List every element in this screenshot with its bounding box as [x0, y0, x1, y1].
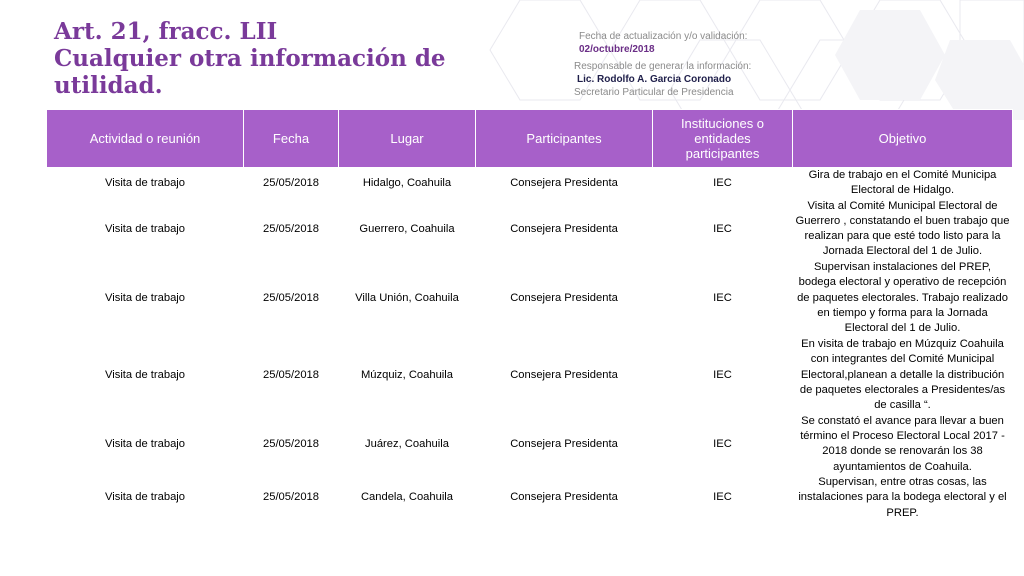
- page-title: [54, 18, 474, 99]
- cell-objetivo: Visita al Comité Municipal Electoral de Guerrero , constatando el buen trabajo que realizan para que esté todo listo para la Jornada Electoral del 1 de Julio.: [795, 199, 1010, 258]
- cell-actividad: Visita de trabajo: [104, 491, 186, 504]
- cell-objetivo: Supervisan, entre otras cosas, las instalaciones para la bodega electoral y el PREP.: [798, 476, 1007, 519]
- column-header-actividad: Actividad o reunión: [47, 110, 244, 168]
- cell-fecha: 25/05/2018: [263, 368, 319, 381]
- cell-actividad: Visita de trabajo: [104, 176, 186, 189]
- cell-objetivo: Gira de trabajo en el Comité Municipa Electoral de Hidalgo.: [808, 169, 997, 197]
- activities-table: [46, 109, 1013, 521]
- responsible-info: [574, 60, 751, 99]
- cell-participantes: Consejera Presidenta: [510, 222, 618, 235]
- responsible-position: Secretario Particular de Presidencia: [574, 87, 734, 98]
- cell-fecha: 25/05/2018: [263, 491, 319, 504]
- column-header-participantes: Participantes: [476, 110, 653, 168]
- column-header-objetivo: Objetivo: [793, 110, 1013, 168]
- cell-participantes: Consejera Presidenta: [510, 491, 618, 504]
- cell-actividad: Visita de trabajo: [104, 437, 186, 450]
- cell-lugar: Hidalgo, Coahuila: [362, 176, 452, 189]
- cell-lugar: Villa Unión, Coahuila: [355, 291, 459, 304]
- cell-lugar: Candela, Coahuila: [360, 491, 454, 504]
- cell-objetivo: Supervisan instalaciones del PREP, bodega electoral y operativo de recepción de paquetes electorales. Trabajo realizado en tiempo y forma para la Jornada Electoral del 1 de Julio.: [797, 261, 1008, 335]
- column-header-instituciones: Instituciones o entidades participantes: [653, 110, 793, 168]
- update-label: Fecha de actualización y/o validación:: [579, 31, 748, 42]
- cell-instituciones: IEC: [713, 491, 732, 504]
- update-date: 02/octubre/2018: [579, 44, 655, 55]
- responsible-name: Lic. Rodolfo A. Garcia Coronado: [577, 74, 732, 85]
- cell-lugar: Guerrero, Coahuila: [359, 222, 455, 235]
- table-row: [47, 475, 1013, 521]
- table-row: [47, 199, 1013, 260]
- cell-instituciones: IEC: [713, 291, 732, 304]
- cell-actividad: Visita de trabajo: [104, 222, 186, 235]
- cell-lugar: Múzquiz, Coahuila: [360, 368, 454, 381]
- column-header-lugar: Lugar: [339, 110, 476, 168]
- cell-actividad: Visita de trabajo: [104, 291, 186, 304]
- cell-fecha: 25/05/2018: [263, 176, 319, 189]
- cell-objetivo: Se constató el avance para llevar a buen término el Proceso Electoral Local 2017 - 2018 donde se renovarán los 38 ayuntamientos de Coahuila.: [800, 414, 1005, 473]
- title-line: Cualquier otra información de: [54, 45, 446, 72]
- cell-fecha: 25/05/2018: [263, 291, 319, 304]
- cell-participantes: Consejera Presidenta: [510, 291, 618, 304]
- table-header-row: [47, 110, 1013, 168]
- title-line: Art. 21, fracc. LII: [54, 18, 278, 45]
- cell-instituciones: IEC: [713, 176, 732, 189]
- cell-fecha: 25/05/2018: [263, 222, 319, 235]
- cell-lugar: Juárez, Coahuila: [365, 437, 449, 450]
- cell-instituciones: IEC: [713, 437, 732, 450]
- cell-participantes: Consejera Presidenta: [510, 437, 618, 450]
- cell-instituciones: IEC: [713, 368, 732, 381]
- cell-actividad: Visita de trabajo: [104, 368, 186, 381]
- cell-participantes: Consejera Presidenta: [510, 368, 618, 381]
- cell-fecha: 25/05/2018: [263, 437, 319, 450]
- table-row: [47, 337, 1013, 414]
- cell-objetivo: En visita de trabajo en Múzquiz Coahuila con integrantes del Comité Municipal Electoral,planean a detalle la distribución de paquetes electorales a Presidentes/as de casilla “.: [799, 338, 1006, 412]
- table-row: [47, 414, 1013, 475]
- responsible-label: Responsable de generar la información:: [574, 61, 752, 72]
- column-header-fecha: Fecha: [244, 110, 339, 168]
- update-info: [579, 30, 747, 56]
- table-row: [47, 168, 1013, 199]
- table-row: [47, 260, 1013, 337]
- title-line: utilidad.: [54, 72, 163, 99]
- cell-instituciones: IEC: [713, 222, 732, 235]
- cell-participantes: Consejera Presidenta: [510, 176, 618, 189]
